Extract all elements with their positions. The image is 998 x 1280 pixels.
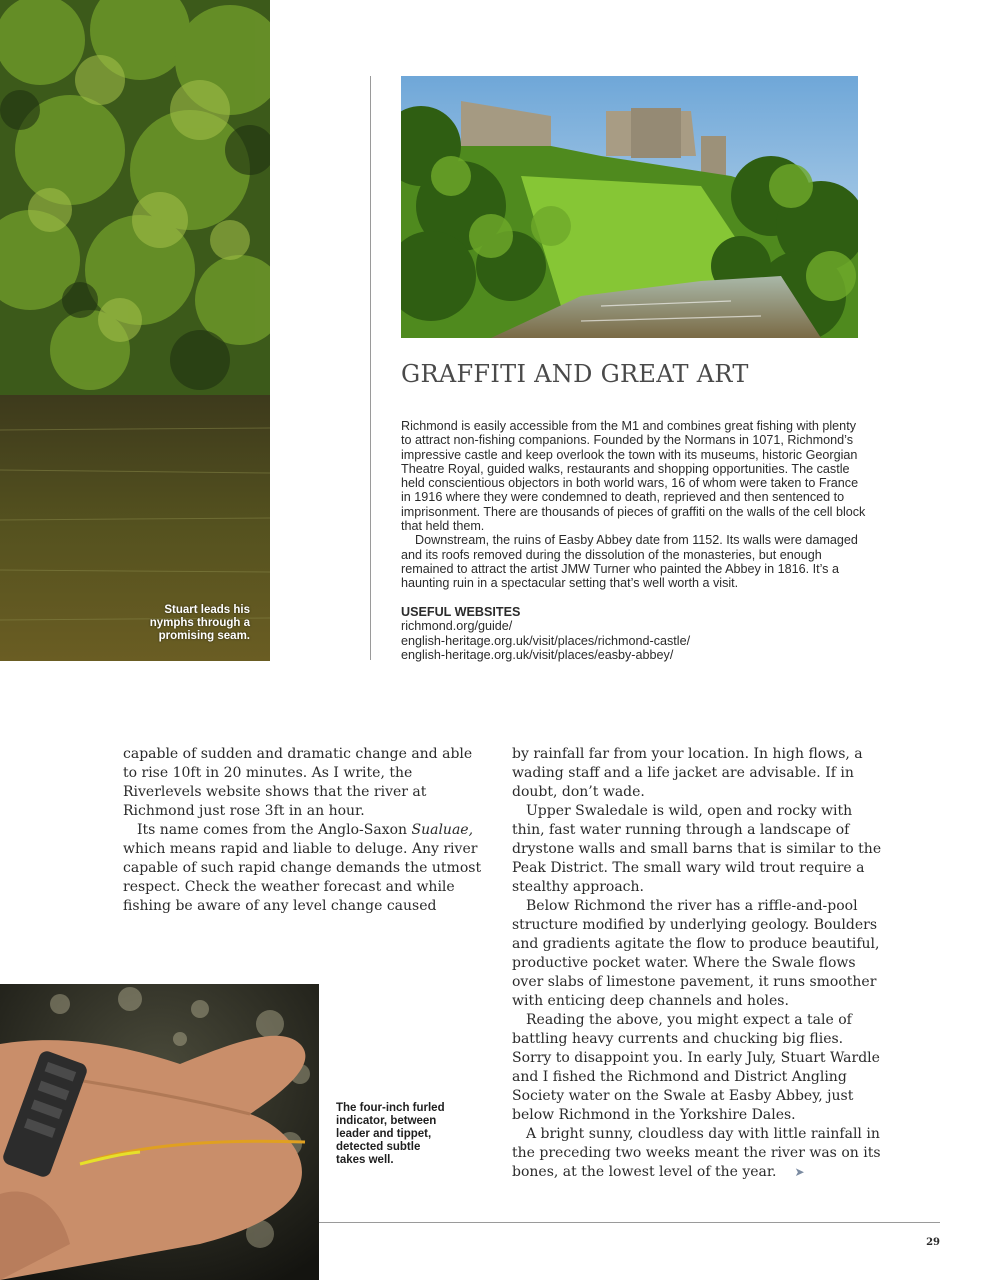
- article-paragraph: Upper Swaledale is wild, open and rocky with thin, fast water running through a landscape of drystone walls and small barns that is similar to the Peak District. The small wary wild trout require a stealthy approach.: [512, 803, 882, 895]
- article-text: A bright sunny, cloudless day with little rainfall in the preceding two weeks meant the river was on its bones, at the lowest level of the year.: [512, 1126, 881, 1180]
- sidebar-title: GRAFFITI AND GREAT ART: [401, 360, 749, 388]
- article-italic-term: Sualuae,: [411, 822, 474, 838]
- article-paragraph: Below Richmond the river has a riffle-and-pool structure modified by underlying geology. Boulders and gradients agitate the flow to produce beautiful, productive pocket water. Where the Swale flows over slabs of limestone pavement, it runs smoother with enticing deep channels and holes.: [512, 898, 880, 1009]
- richmond-castle-photo: [401, 76, 858, 338]
- article-column-left: [123, 745, 488, 916]
- website-link-richmond-castle[interactable]: english-heritage.org.uk/visit/places/richmond-castle/: [401, 633, 691, 648]
- sidebar-divider: [370, 76, 371, 660]
- sidebar-body: [401, 419, 867, 591]
- useful-websites-heading: USEFUL WEBSITES: [401, 605, 521, 619]
- article-text: which means rapid and liable to deluge. Any river capable of such rapid change demands the utmost respect. Check the weather forecast and while fishing be aware of any level change caused: [123, 841, 482, 914]
- furled-indicator-photo: [0, 984, 319, 1280]
- sidebar-paragraph: Downstream, the ruins of Easby Abbey date from 1152. Its walls were damaged and its roofs removed during the dissolution of the monasteries, but enough remained to attract the artist JMW Turner who painted the Abbey in 1816. It’s a haunting ruin in a spectacular setting that’s well worth a visit.: [401, 533, 858, 591]
- article-text: Its name comes from the Anglo-Saxon: [137, 822, 412, 838]
- photo-caption-indicator: The four-inch furled indicator, between leader and tippet, detected subtle takes well.: [336, 1102, 445, 1166]
- article-paragraph: by rainfall far from your location. In high flows, a wading staff and a life jacket are advisable. If in doubt, don’t wade.: [512, 746, 863, 800]
- article-paragraph: [512, 1125, 882, 1182]
- website-link-richmond[interactable]: richmond.org/guide/: [401, 619, 513, 634]
- photo-caption-stuart: Stuart leads his nymphs through a promising seam.: [149, 604, 250, 642]
- article-paragraph: [123, 821, 488, 916]
- sidebar-paragraph: Richmond is easily accessible from the M1 and combines great fishing with plenty to attract non-fishing companions. Founded by the Normans in 1071, Richmond’s impressive castle and keep overlook the town with its museums, historic Georgian Theatre Royal, guided walks, restaurants and shopping opportunities. The castle held conscientious objectors in both world wars, 16 of whom were taken to France in 1916 where they were condemned to death, reprieved and then sentenced to imprisonment. There are thousands of pieces of graffiti on the walls of the cell block that held them.: [401, 419, 866, 534]
- article-column-right: [512, 745, 882, 1182]
- continue-arrow-icon: ➤: [794, 1165, 805, 1179]
- article-paragraph: Reading the above, you might expect a tale of battling heavy currents and chucking big flies. Sorry to disappoint you. In early July, Stuart Wardle and I fished the Richmond and District Angling Society water on the Swale at Easby Abbey, just below Richmond in the Yorkshire Dales.: [512, 1012, 880, 1123]
- useful-websites: [401, 605, 861, 662]
- footer-divider: [319, 1222, 940, 1223]
- website-link-easby-abbey[interactable]: english-heritage.org.uk/visit/places/easby-abbey/: [401, 647, 674, 662]
- article-paragraph: capable of sudden and dramatic change and able to rise 10ft in 20 minutes. As I write, the Riverlevels website shows that the river at Richmond just rose 3ft in an hour.: [123, 746, 473, 819]
- page-number: 29: [926, 1237, 940, 1248]
- river-bank-photo: [0, 0, 270, 661]
